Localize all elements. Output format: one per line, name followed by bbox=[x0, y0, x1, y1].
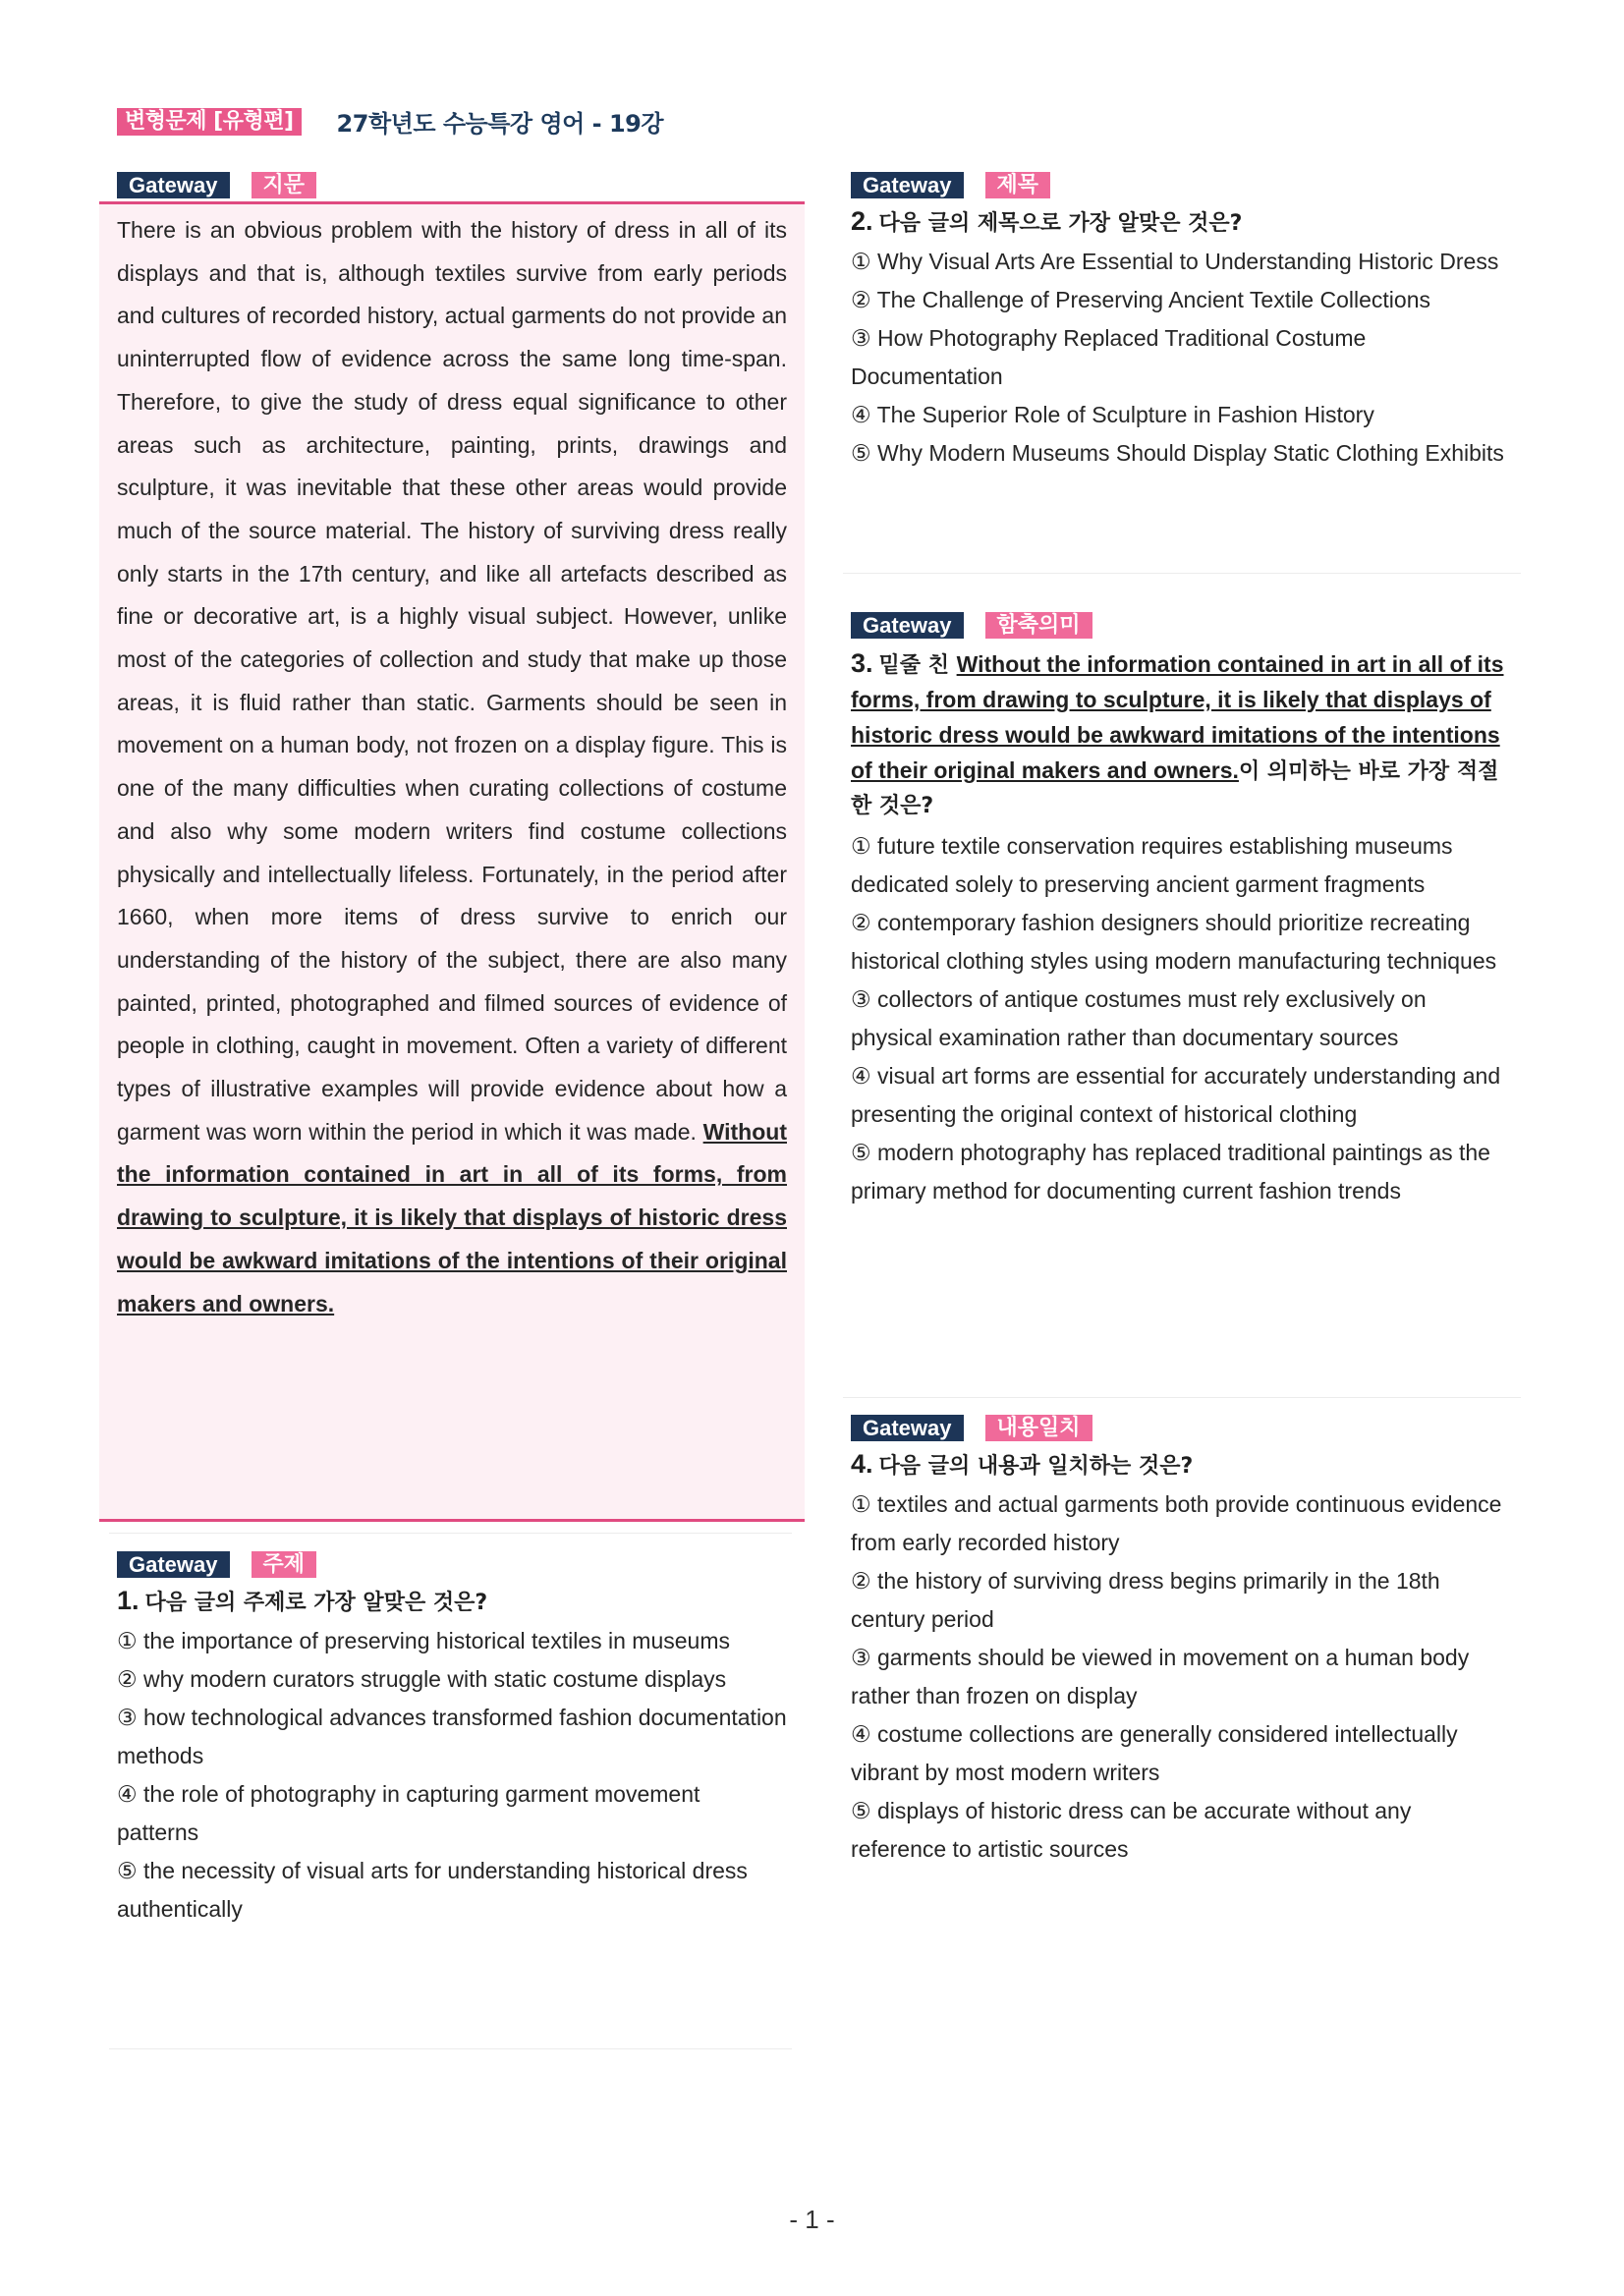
divider bbox=[109, 2048, 792, 2049]
question-1-heading bbox=[117, 1586, 787, 1618]
gateway-tag: Gateway bbox=[117, 1551, 230, 1578]
option-4[interactable]: ④ visual art forms are essential for accurately understanding and presenting the original context of historical clothing bbox=[851, 1063, 1501, 1127]
gateway-tag: Gateway bbox=[117, 172, 230, 198]
gateway-tag: Gateway bbox=[851, 1415, 964, 1441]
question-number: 1. bbox=[117, 1586, 140, 1615]
gateway-tag: Gateway bbox=[851, 172, 964, 198]
underlined-phrase: Without the information contained in art in all of its forms, from drawing to sculpture, it is likely that displays of historic dress would be awkward imitations of the intentions of their original makers and owners. bbox=[851, 651, 1504, 783]
question-1 bbox=[117, 1550, 787, 1929]
passage-body: There is an obvious problem with the history of dress in all of its displays and that is, although textiles survive from early periods and cultures of recorded history, actual garments do not provide an uninterrupted flow of evidence across the same long time-span. Therefore, to give the study of dress equal significance to other areas such as architecture, painting, prints, drawings and sculpture, it was inevitable that these other areas would provide much of the source material. The history of surviving dress really only starts in the 17th century, and like all artefacts described as fine or decorative art, is a highly visual subject. However, unlike most of the categories of collection and study that make up those areas, it is fluid rather than static. Garments should be seen in movement on a human body, not frozen on a display figure. This is one of the many difficulties when curating collections of costume and also why some modern writers find costume collections physically and intellectually lifeless. Fortunately, in the period after 1660, when more items of dress survive to enrich our understanding of the history of the subject, there are also many painted, printed, photographed and filmed sources of evidence of people in clothing, caught in movement. Often a variety of different types of illustrative examples will provide evidence about how a garment was worn within the period in which it was made. bbox=[117, 217, 787, 1145]
section-label-content-match: 내용일치 bbox=[985, 1415, 1092, 1441]
option-2[interactable]: ② why modern curators struggle with static costume displays bbox=[117, 1666, 727, 1692]
option-1[interactable]: ① textiles and actual garments both provide continuous evidence from early recorded history bbox=[851, 1491, 1502, 1555]
option-5[interactable]: ⑤ Why Modern Museums Should Display Static Clothing Exhibits bbox=[851, 440, 1504, 466]
option-3[interactable]: ③ garments should be viewed in movement on a human body rather than frozen on display bbox=[851, 1645, 1470, 1708]
question-4-heading bbox=[851, 1449, 1509, 1482]
document-title: 27학년도 수능특강 영어 - 19강 bbox=[336, 110, 664, 138]
question-text: 다음 글의 내용과 일치하는 것은? bbox=[878, 1454, 1194, 1479]
option-4[interactable]: ④ The Superior Role of Sculpture in Fashion History bbox=[851, 402, 1374, 427]
passage-underlined-sentence: Without the information contained in art in all of its forms, from drawing to sculpture, it is likely that displays of historic dress would be awkward imitations of the intentions of their original makers and owners. bbox=[117, 1118, 787, 1316]
option-2[interactable]: ② contemporary fashion designers should prioritize recreating historical clothing styles using modern manufacturing techniques bbox=[851, 910, 1497, 974]
answer-options bbox=[851, 827, 1509, 1210]
option-3[interactable]: ③ How Photography Replaced Traditional Costume Documentation bbox=[851, 325, 1367, 389]
page-header bbox=[117, 104, 663, 139]
passage-text bbox=[117, 209, 787, 1325]
question-4 bbox=[851, 1414, 1509, 1869]
question-number: 3. bbox=[851, 648, 873, 678]
option-3[interactable]: ③ how technological advances transformed fashion documentation methods bbox=[117, 1705, 787, 1768]
answer-options bbox=[851, 243, 1509, 473]
option-4[interactable]: ④ the role of photography in capturing garment movement patterns bbox=[117, 1781, 700, 1845]
divider bbox=[843, 573, 1521, 574]
option-1[interactable]: ① Why Visual Arts Are Essential to Understanding Historic Dress bbox=[851, 249, 1499, 274]
variant-type-tag: 변형문제 [유형편] bbox=[117, 108, 302, 136]
option-5[interactable]: ⑤ the necessity of visual arts for understanding historical dress authentically bbox=[117, 1858, 748, 1922]
question-text: 다음 글의 제목으로 가장 알맞은 것은? bbox=[878, 211, 1243, 236]
option-4[interactable]: ④ costume collections are generally considered intellectually vibrant by most modern writers bbox=[851, 1721, 1458, 1785]
gateway-tag: Gateway bbox=[851, 612, 964, 639]
option-1[interactable]: ① future textile conservation requires establishing museums dedicated solely to preserving ancient garment fragments bbox=[851, 833, 1453, 897]
question-text: 다음 글의 주제로 가장 알맞은 것은? bbox=[144, 1591, 488, 1615]
question-suffix: 이 의미하는 바로 가장 적절한 것은? bbox=[851, 759, 1499, 818]
option-5[interactable]: ⑤ modern photography has replaced traditional paintings as the primary method for documenting current fashion trends bbox=[851, 1140, 1490, 1204]
option-3[interactable]: ③ collectors of antique costumes must rely exclusively on physical examination rather than documentary sources bbox=[851, 986, 1427, 1050]
page-number: - 1 - bbox=[789, 2205, 835, 2234]
question-2 bbox=[851, 171, 1509, 473]
question-3 bbox=[851, 611, 1509, 1210]
answer-options bbox=[117, 1622, 787, 1929]
question-3-heading bbox=[851, 646, 1509, 823]
option-2[interactable]: ② the history of surviving dress begins primarily in the 18th century period bbox=[851, 1568, 1440, 1632]
section-label-implication: 함축의미 bbox=[985, 612, 1092, 639]
section-label-title: 제목 bbox=[985, 172, 1051, 198]
option-1[interactable]: ① the importance of preserving historical textiles in museums bbox=[117, 1628, 730, 1653]
answer-options bbox=[851, 1485, 1509, 1869]
option-2[interactable]: ② The Challenge of Preserving Ancient Textile Collections bbox=[851, 287, 1430, 312]
section-label-passage: 지문 bbox=[252, 172, 317, 198]
passage-tag-row bbox=[117, 171, 787, 198]
question-2-heading bbox=[851, 206, 1509, 239]
option-5[interactable]: ⑤ displays of historic dress can be accurate without any reference to artistic sources bbox=[851, 1798, 1412, 1862]
question-number: 2. bbox=[851, 206, 873, 236]
divider bbox=[109, 1533, 792, 1534]
divider bbox=[843, 1397, 1521, 1398]
question-prefix: 밑줄 친 bbox=[878, 653, 957, 678]
section-label-topic: 주제 bbox=[252, 1551, 317, 1578]
question-number: 4. bbox=[851, 1449, 873, 1479]
